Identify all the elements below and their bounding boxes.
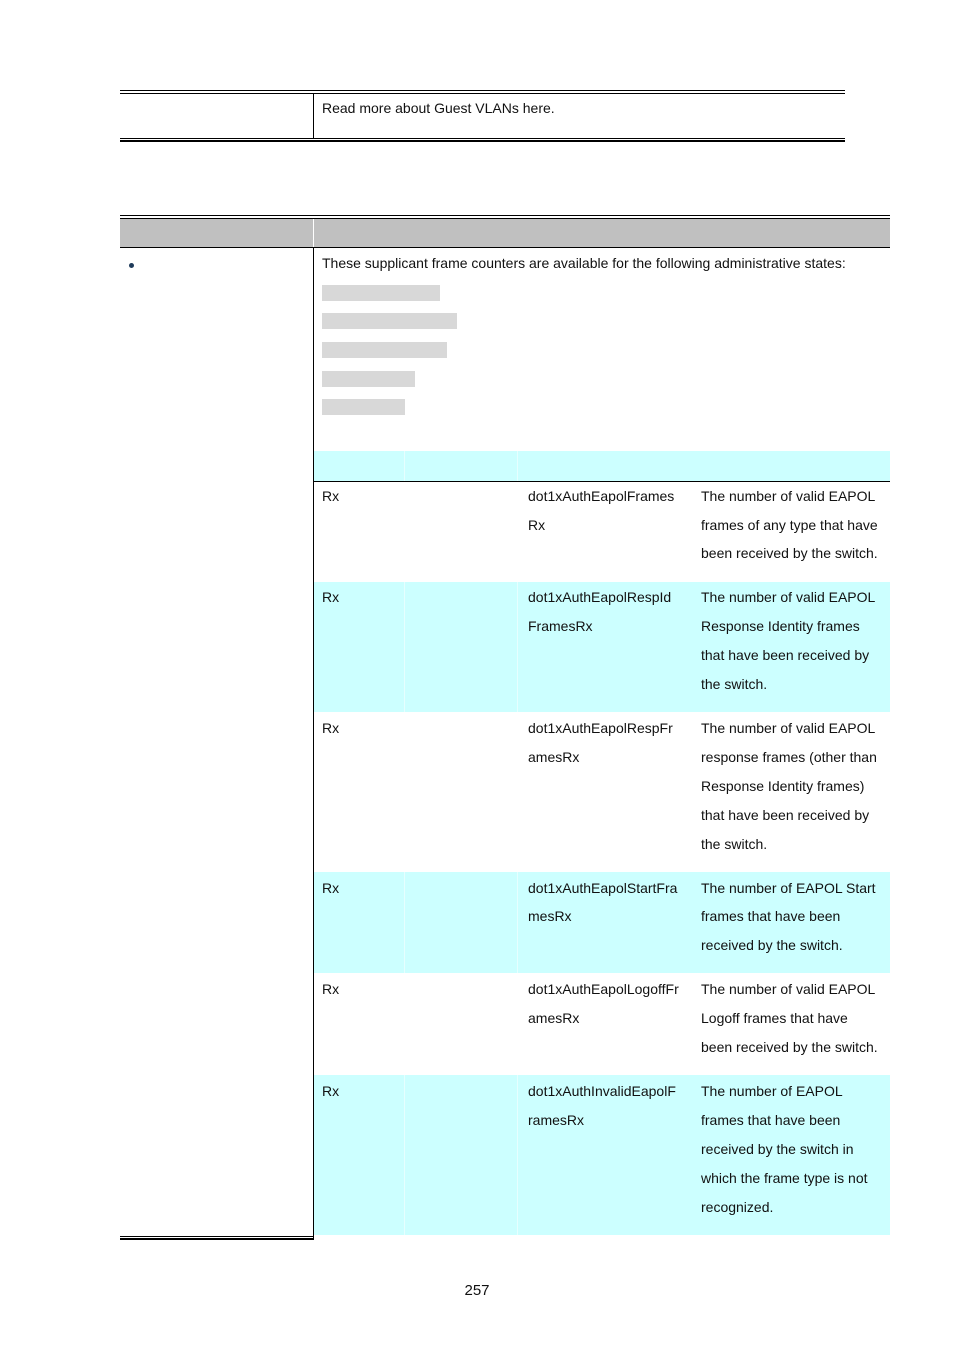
row-2-desc-2: Response Identity frames — [701, 618, 860, 634]
page-number: 257 — [464, 1282, 490, 1299]
row-1-desc-3: been received by the switch. — [701, 545, 878, 561]
object-bullet — [129, 263, 134, 268]
row-3-desc-2: response frames (other than — [701, 749, 877, 765]
admin-state-5 — [322, 399, 405, 415]
main-table-header-bottom — [120, 247, 890, 248]
admin-state-3 — [322, 342, 447, 358]
row-2-desc-4: the switch. — [701, 676, 768, 692]
row-6-direction: Rx — [322, 1083, 340, 1099]
row-5-desc-3: been received by the switch. — [701, 1039, 878, 1055]
row-2-mib-1: dot1xAuthEapolRespId — [528, 589, 672, 605]
row-5-desc-2: Logoff frames that have — [701, 1010, 848, 1026]
row-1-desc-1: The number of valid EAPOL — [701, 488, 876, 504]
top-table-rule-bottom-2 — [120, 140, 845, 142]
row-3-desc-3: Response Identity frames) — [701, 778, 865, 794]
row-6-mib-1: dot1xAuthInvalidEapolF — [528, 1083, 676, 1099]
row-4-div-2 — [517, 872, 518, 973]
row-2-mib-2: FramesRx — [528, 618, 593, 634]
row-4-mib-2: mesRx — [528, 908, 572, 924]
row-4-div-1 — [404, 872, 405, 973]
row-3-desc-5: the switch. — [701, 836, 768, 852]
row-2-desc-3: that have been received by — [701, 647, 870, 663]
row-4-desc-3: received by the switch. — [701, 937, 843, 953]
admin-state-4 — [322, 371, 415, 387]
row-6-div-2 — [517, 1075, 518, 1235]
row-1-desc-2: frames of any type that have — [701, 517, 878, 533]
row-4-desc-2: frames that have been — [701, 908, 841, 924]
top-table-rule-top — [120, 90, 845, 91]
row-4-direction: Rx — [322, 880, 340, 896]
main-table-rule-bottom — [120, 1236, 314, 1237]
admin-state-2 — [322, 313, 457, 329]
row-1-mib-1: dot1xAuthEapolFrames — [528, 488, 675, 504]
main-table-rule-bottom-2 — [120, 1238, 314, 1240]
guest-vlan-note: Read more about Guest VLANs here. — [322, 100, 555, 116]
row-2-div-1 — [404, 582, 405, 712]
row-6-desc-1: The number of EAPOL — [701, 1083, 843, 1099]
sub-header-div-1 — [404, 451, 405, 481]
row-4-mib-1: dot1xAuthEapolStartFra — [528, 880, 678, 896]
row-1-direction: Rx — [322, 488, 340, 504]
row-3-mib-1: dot1xAuthEapolRespFr — [528, 720, 673, 736]
row-5-mib-1: dot1xAuthEapolLogoffFr — [528, 981, 679, 997]
sub-header-div-2 — [517, 451, 518, 481]
counters-subtable-header — [314, 451, 890, 481]
top-table-divider — [313, 94, 314, 138]
row-2-direction: Rx — [322, 589, 340, 605]
row-3-direction: Rx — [322, 720, 340, 736]
counters-intro: These supplicant frame counters are available for the following administrative states: — [322, 255, 846, 271]
admin-state-1 — [322, 285, 440, 301]
main-table-header-divider — [313, 219, 314, 247]
row-5-desc-1: The number of valid EAPOL — [701, 981, 876, 997]
row-2-div-2 — [517, 582, 518, 712]
row-6-desc-2: frames that have been — [701, 1112, 841, 1128]
row-5-direction: Rx — [322, 981, 340, 997]
row-2-desc-1: The number of valid EAPOL — [701, 589, 876, 605]
row-3-desc-1: The number of valid EAPOL — [701, 720, 876, 736]
row-3-mib-2: amesRx — [528, 749, 580, 765]
main-table-rule-top — [120, 215, 890, 216]
top-table-rule-bottom — [120, 138, 845, 139]
row-6-mib-2: ramesRx — [528, 1112, 585, 1128]
row-4-desc-1: The number of EAPOL Start — [701, 880, 876, 896]
main-table-header — [120, 219, 890, 247]
row-6-desc-5: recognized. — [701, 1199, 774, 1215]
row-6-desc-3: received by the switch in — [701, 1141, 854, 1157]
row-5-mib-2: amesRx — [528, 1010, 580, 1026]
row-1-mib-2: Rx — [528, 517, 546, 533]
row-6-desc-4: which the frame type is not — [701, 1170, 868, 1186]
row-3-desc-4: that have been received by — [701, 807, 870, 823]
row-6-div-1 — [404, 1075, 405, 1235]
